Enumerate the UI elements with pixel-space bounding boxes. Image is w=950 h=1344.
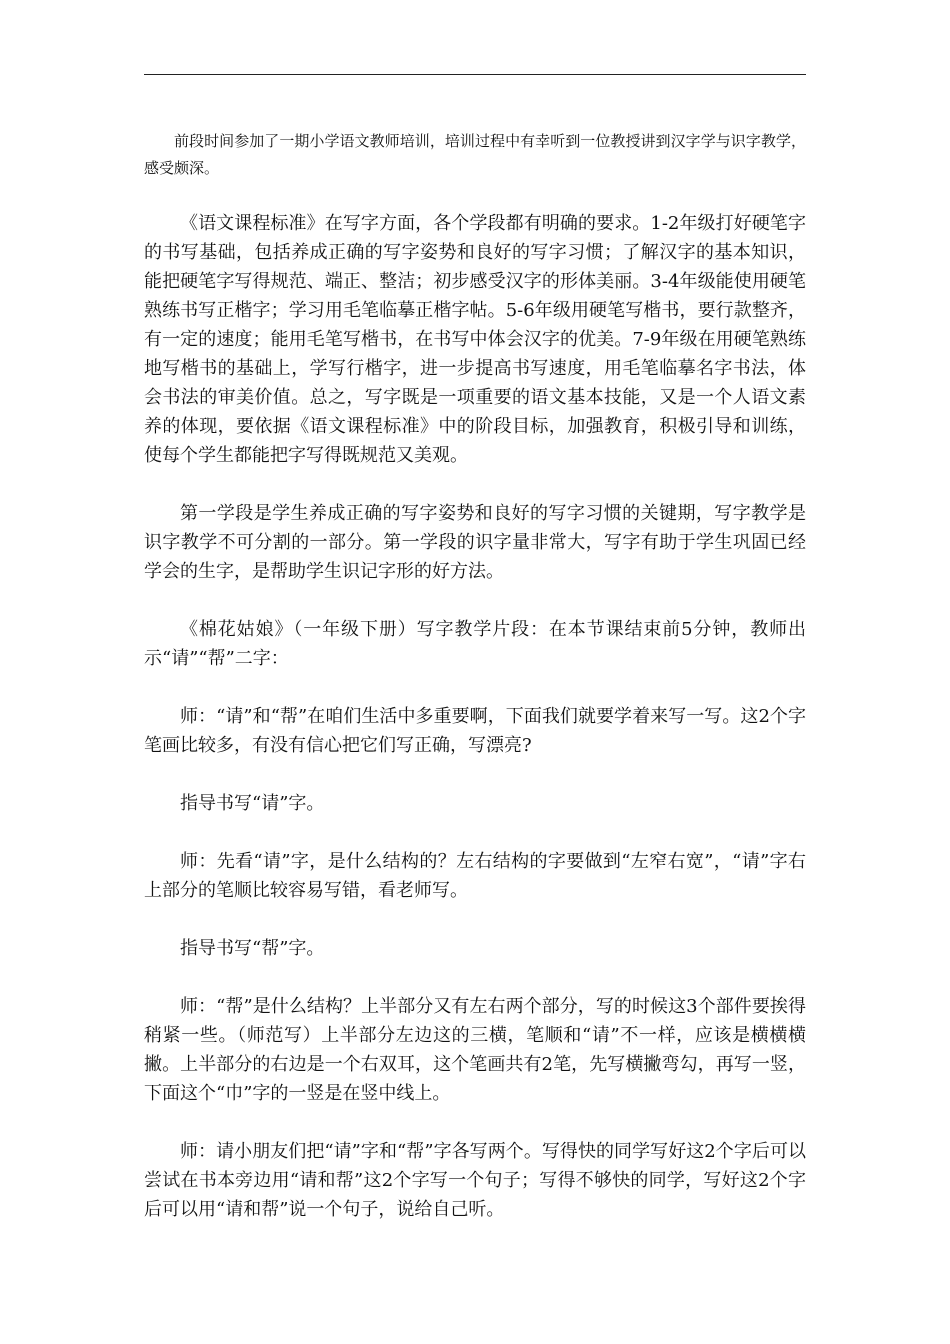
paragraph-guide-bang: 指导书写“帮”字。: [180, 938, 325, 959]
paragraph-lesson-excerpt: 《棉花姑娘》（一年级下册）写字教学片段：在本节课结束前5分钟，教师出示“请”“帮”二字：: [144, 619, 806, 669]
paragraph-teacher-1: 师：“请”和“帮”在咱们生活中多重要啊，下面我们就要学着来写一写。这2个字笔画比较多，有没有信心把它们写正确，写漂亮?: [144, 706, 806, 756]
paragraph-first-stage: 第一学段是学生养成正确的写字姿势和良好的写字习惯的关键期，写字教学是识字教学不可分割的一部分。第一学段的识字量非常大，写字有助于学生巩固已经学会的生字，是帮助学生识记字形的好方法。: [144, 503, 806, 582]
paragraph-curriculum-standard: 《语文课程标准》在写字方面，各个学段都有明确的要求。1-2年级打好硬笔字的书写基础，包括养成正确的写字姿势和良好的写字习惯；了解汉字的基本知识，能把硬笔字写得规范、端正、整洁；初步感受汉字的形体美丽。3-4年级能使用硬笔熟练书写正楷字；学习用毛笔临摹正楷字帖。5-6年级用硬笔写楷书，要行款整齐，有一定的速度；能用毛笔写楷书，在书写中体会汉字的优美。7-9年级在用硬笔熟练地写楷书的基础上，学写行楷字，进一步提高书写速度，用毛笔临摹名字书法，体会书法的审美价值。总之，写字既是一项重要的语文基本技能，又是一个人语文素养的体现，要依据《语文课程标准》中的阶段目标，加强教育，积极引导和训练，使每个学生都能把字写得既规范又美观。: [144, 213, 806, 466]
document-body: [144, 128, 806, 1253]
header-rule: [144, 74, 806, 75]
paragraph-teacher-3: 师：“帮”是什么结构？上半部分又有左右两个部分，写的时候这3个部件要挨得稍紧一些。（师范写）上半部分左边这的三横，笔顺和“请”不一样，应该是横横横撇。上半部分的右边是一个右双耳，这个笔画共有2笔，先写横撇弯勾，再写一竖，下面这个“巾”字的一竖是在竖中线上。: [144, 996, 806, 1104]
paragraph-guide-qing: 指导书写“请”字。: [180, 793, 325, 814]
paragraph-teacher-2: 师：先看“请”字，是什么结构的？左右结构的字要做到“左窄右宽”，“请”字右上部分的笔顺比较容易写错，看老师写。: [144, 851, 806, 901]
paragraph-intro: 前段时间参加了一期小学语文教师培训，培训过程中有幸听到一位教授讲到汉字学与识字教学，感受颇深。: [144, 132, 806, 177]
paragraph-teacher-4: 师：请小朋友们把“请”字和“帮”字各写两个。写得快的同学写好这2个字后可以尝试在书本旁边用“请和帮”这2个字写一个句子；写得不够快的同学，写好这2个字后可以用“请和帮”说一个句子，说给自己听。: [144, 1141, 806, 1220]
